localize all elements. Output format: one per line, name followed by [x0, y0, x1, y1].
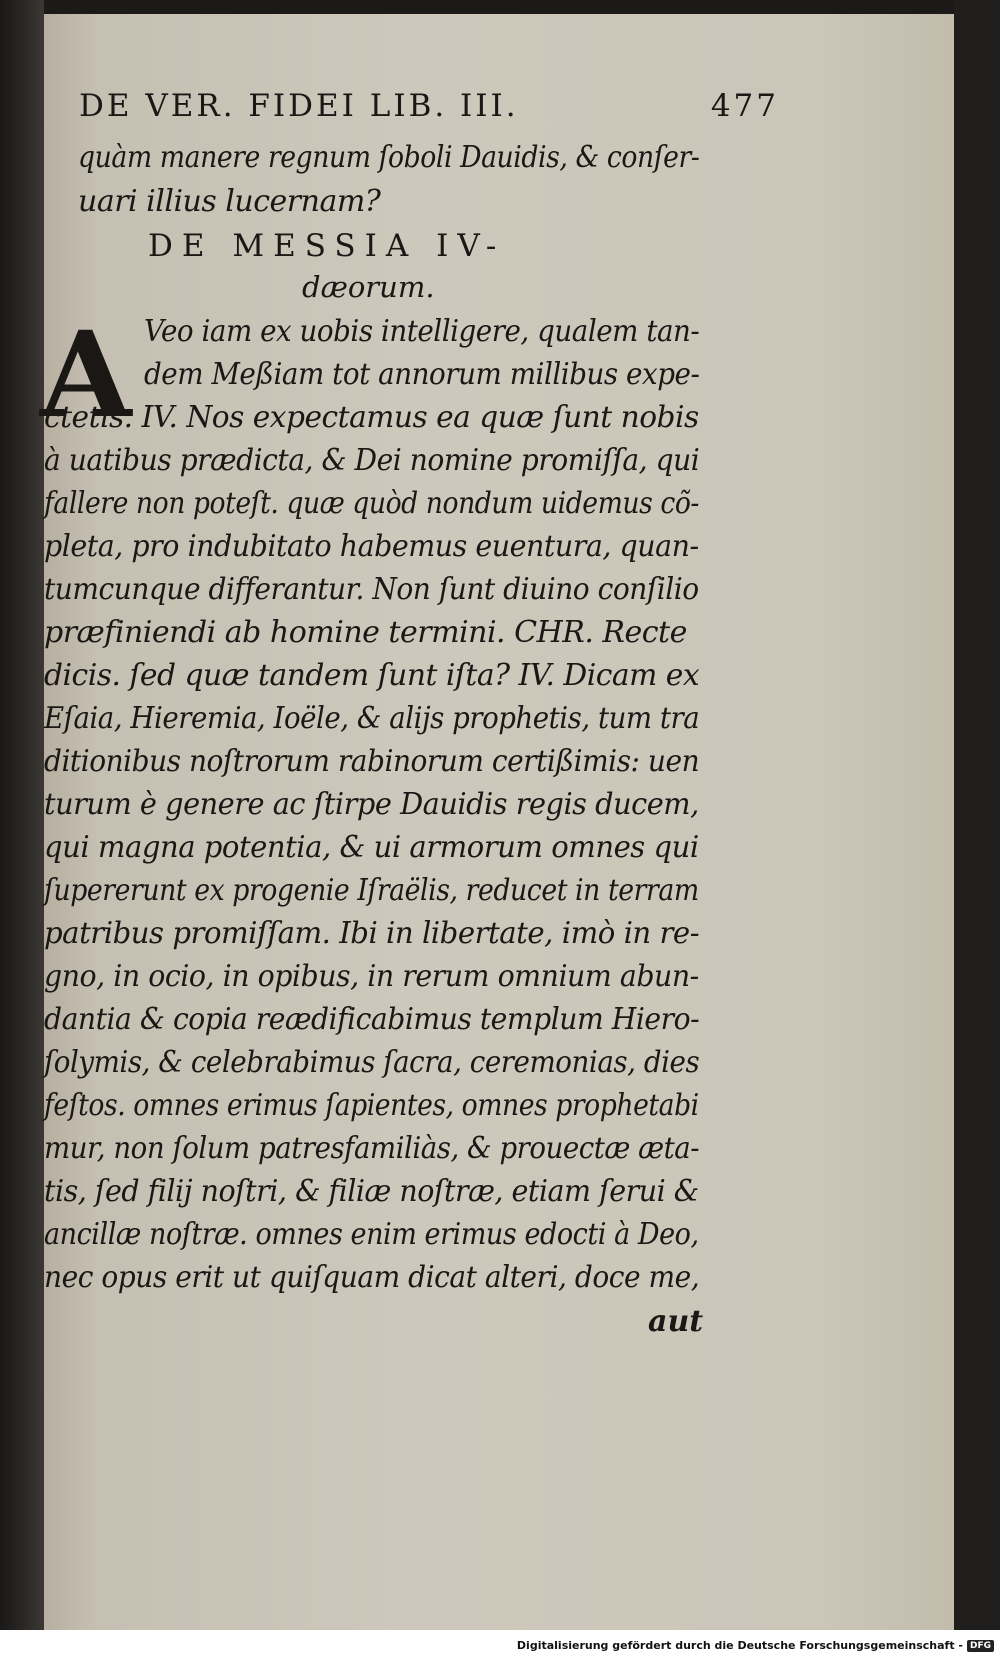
text-line: mur, non ſolum patresfamiliàs, & prouectæ æta- [44, 1131, 700, 1166]
running-head [79, 88, 779, 124]
text-line: tumcunque differantur. Non ſunt diuino conſilio [44, 572, 699, 607]
text-line: turum è genere ac ſtirpe Dauidis regis ducem, [44, 787, 699, 822]
page-number: 477 [710, 88, 779, 124]
page-content [40, 14, 954, 1630]
text-line: uari illius lucernam? [78, 184, 381, 219]
text-line: dem Meßiam tot annorum millibus expe- [144, 357, 700, 392]
text-line: ancillæ noſtræ. omnes enim erimus edocti à Deo, [44, 1217, 699, 1252]
text-line: feſtos. omnes erimus ſapientes, omnes prophetabi [44, 1088, 699, 1123]
book-page [40, 14, 954, 1630]
text-line: nec opus erit ut quiſquam dicat alteri, doce me, [44, 1260, 700, 1295]
text-line: Veo iam ex uobis intelligere, qualem tan- [144, 314, 700, 349]
dfg-logo-icon: DFG [967, 1640, 994, 1652]
digitization-footer [0, 1630, 1000, 1661]
catchword: aut [648, 1304, 704, 1339]
text-line: à uatibus prædicta, & Dei nomine promiſſa, qui [44, 443, 700, 478]
text-line: dicis. ſed quæ tandem ſunt iſta? IV. Dicam ex [44, 658, 700, 693]
text-line: Eſaia, Hieremia, Ioële, & alijs prophetis, tum tra [44, 701, 700, 736]
section-heading: DE MESSIA IV- [148, 228, 506, 264]
text-line: gno, in ocio, in opibus, in rerum omnium abun- [44, 959, 699, 994]
text-line: quàm manere regnum ſoboli Dauidis, & conſer- [78, 140, 700, 175]
running-head-title: DE VER. FIDEI LIB. III. [79, 88, 519, 124]
drop-cap: A [40, 305, 132, 444]
text-line: ctetis. IV. Nos expectamus ea quæ ſunt nobis [44, 400, 699, 435]
funding-credit: Digitalisierung gefördert durch die Deutsche Forschungsgemeinschaft - [516, 1639, 963, 1652]
text-line: qui magna potentia, & ui armorum omnes qui [44, 830, 699, 865]
scan-border-top [0, 0, 1000, 14]
text-line: ditionibus noſtrorum rabinorum certißimis: uen [44, 744, 700, 779]
scan-border-right [954, 0, 1000, 1661]
text-line: pleta, pro indubitato habemus euentura, quan- [44, 529, 699, 564]
text-line: fallere non poteſt. quæ quòd nondum uidemus cõ- [44, 486, 699, 521]
text-line: tis, ſed filij noſtri, & filiæ noſtræ, etiam ſerui & [44, 1174, 699, 1209]
text-line: ſolymis, & celebrabimus ſacra, ceremonias, dies [44, 1045, 700, 1080]
text-line: præfiniendi ab homine termini. CHR. Recte [44, 615, 687, 650]
text-line: dantia & copia reædificabimus templum Hiero- [44, 1002, 700, 1037]
book-binding-edge [0, 0, 44, 1661]
section-heading-continued: dæorum. [302, 270, 435, 304]
text-line: ſupererunt ex progenie Iſraëlis, reducet in terram [44, 873, 699, 908]
text-line: patribus promiſſam. Ibi in libertate, imò in re- [44, 916, 700, 951]
